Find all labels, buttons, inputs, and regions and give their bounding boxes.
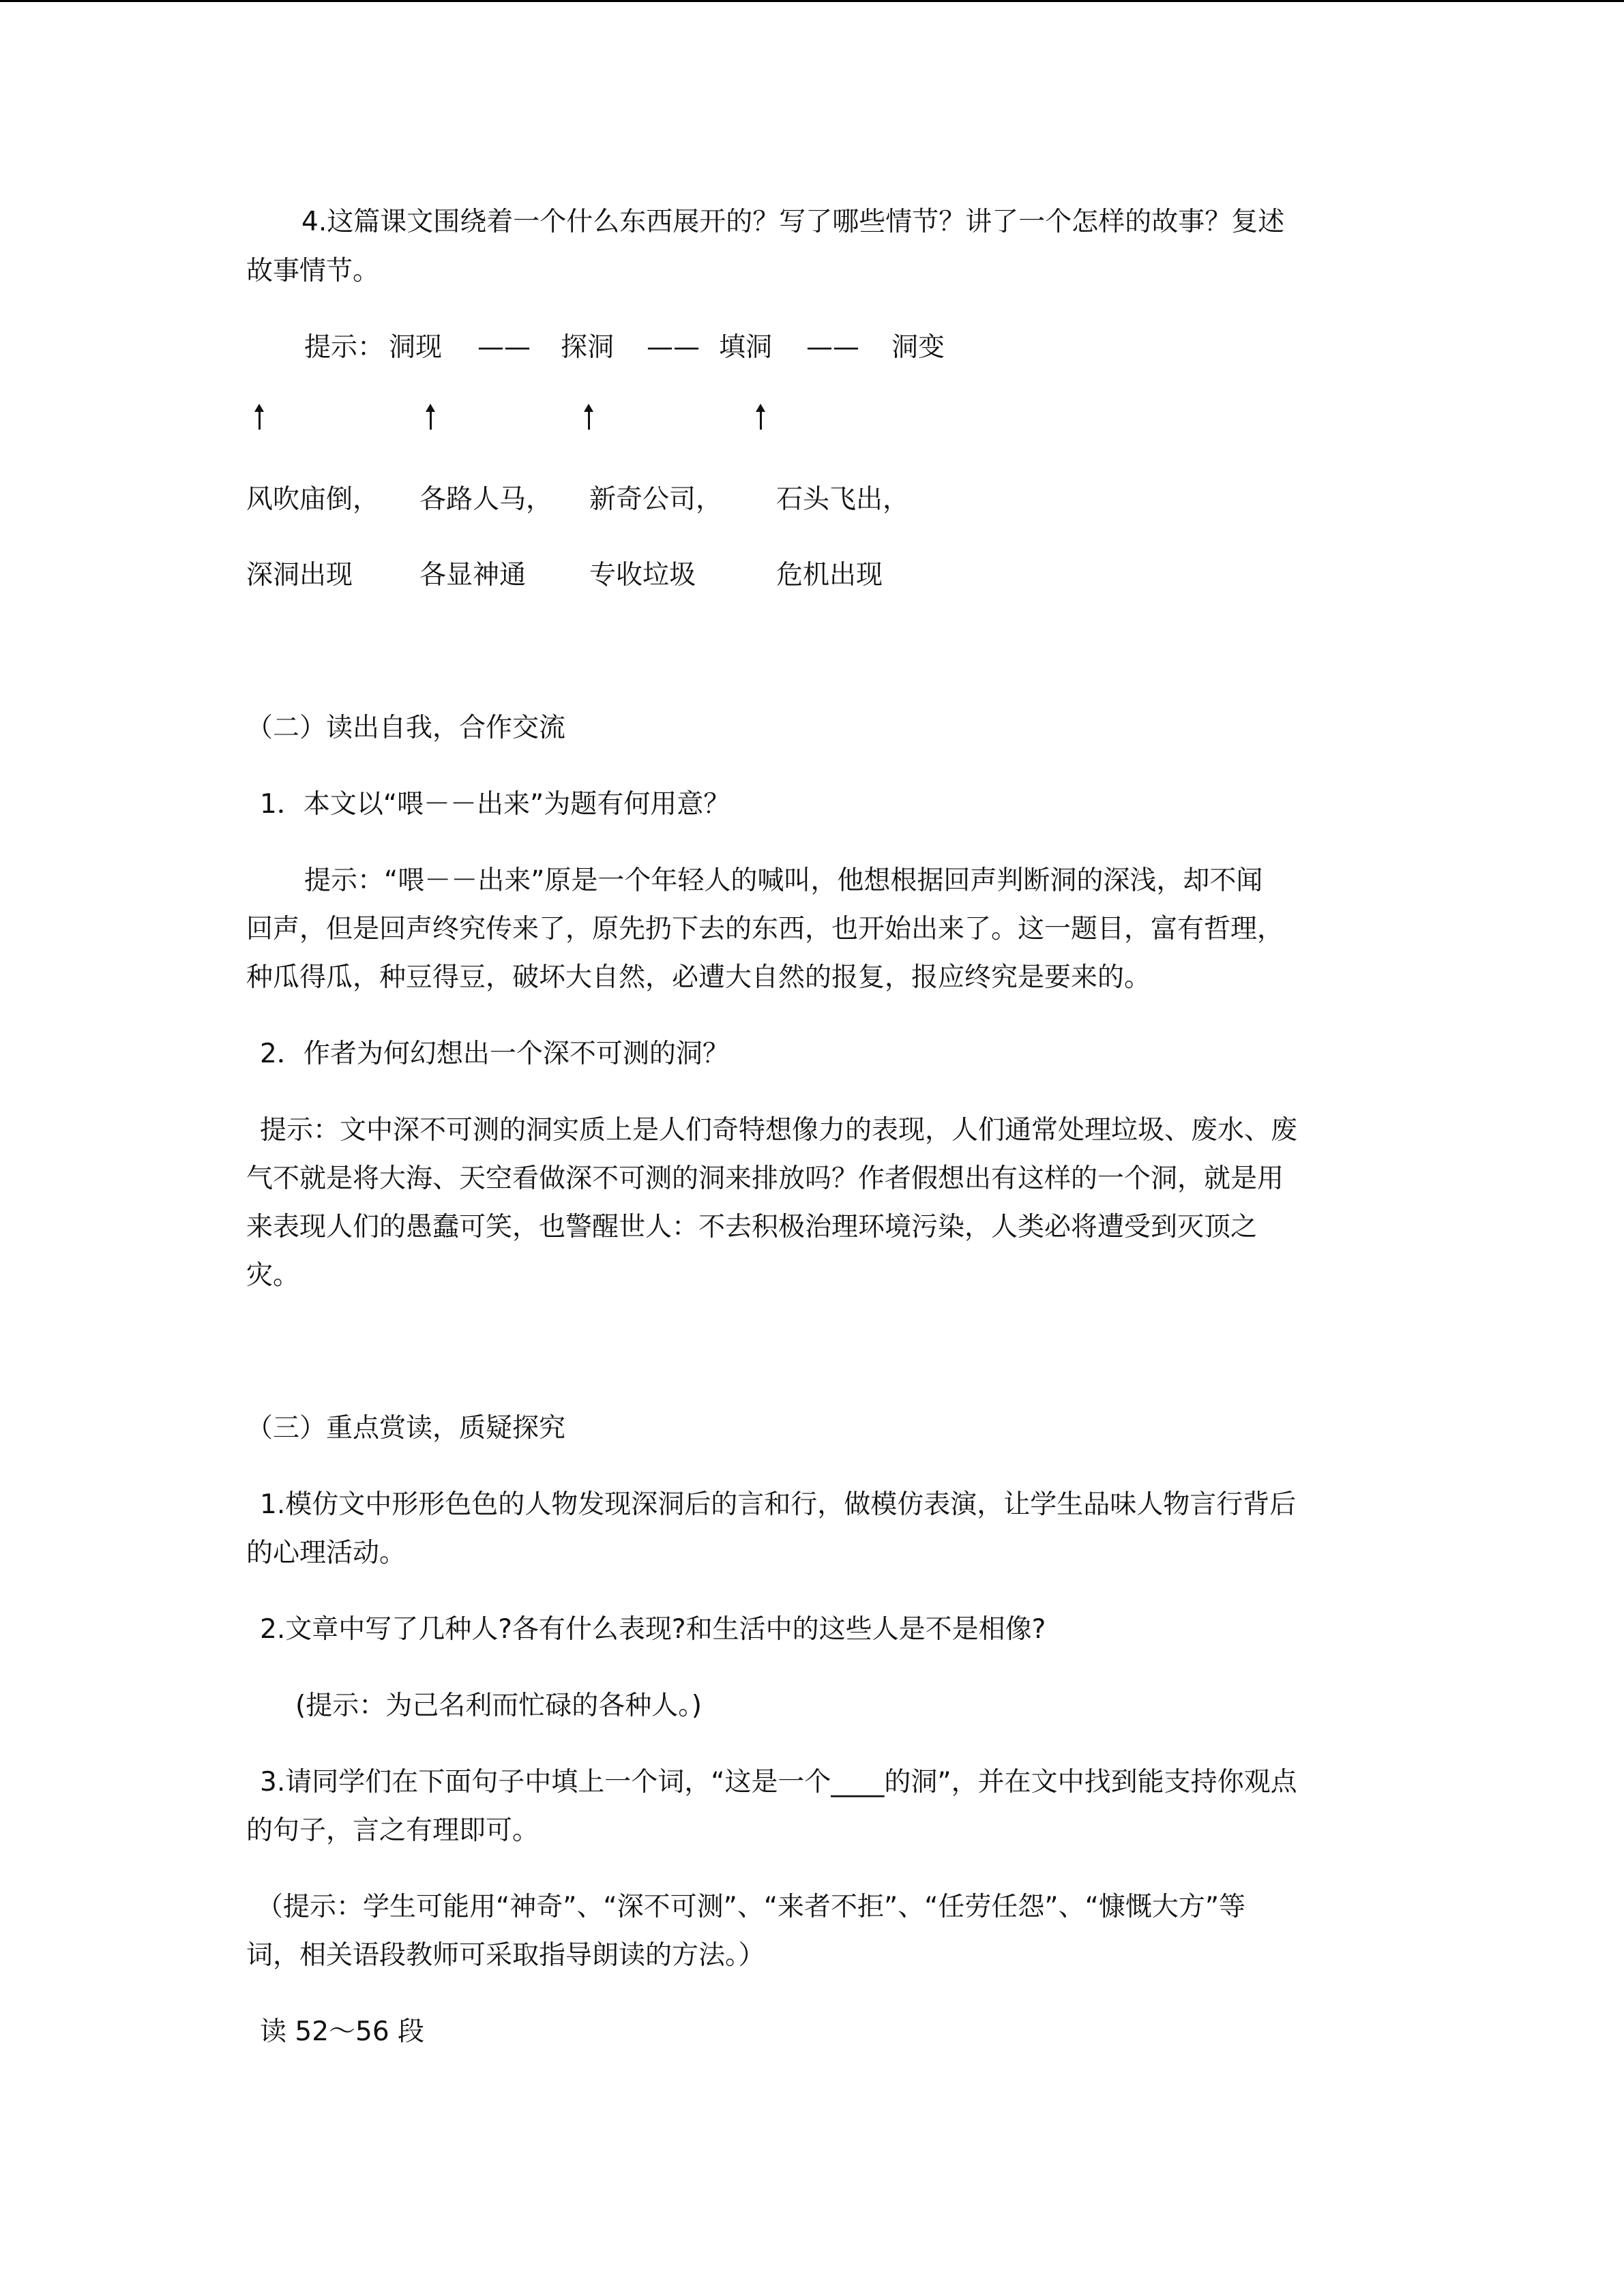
answer-line: 来表现人们的愚蠢可笑，也警醒世人：不去积极治理环境污染，人类必将遭受到灭顶之 [246,1212,1258,1242]
hint-line: 词，相关语段教师可采取指导朗读的方法。） [246,1940,765,1971]
plot-top-item: 各路人马， [419,484,553,515]
question-line: 1.模仿文中形形色色的人物发现深洞后的言和行，做模仿表演，让学生品味人物言行背后 [260,1489,1297,1520]
question-line: 3.请同学们在下面句子中填上一个词，“这是一个____的洞”，并在文中找到能支持你观点 [260,1767,1297,1798]
up-arrow-icon [588,411,590,430]
question-line: 的心理活动。 [246,1538,407,1568]
question: 2．作者为何幻想出一个深不可测的洞？ [260,1039,729,1069]
section-heading: （二）读出自我，合作交流 [246,713,566,743]
answer-line: 气不就是将大海、天空看做深不可测的洞来排放吗？作者假想出有这样的一个洞，就是用 [246,1163,1284,1194]
reading-instruction: 读 52～56 段 [260,2016,425,2047]
q4-line-2: 故事情节。 [246,256,380,286]
plot-bottom-item: 各显神通 [419,560,527,591]
answer-line: 提示：“喂－－出来”原是一个年轻人的喊叫，他想根据回声判断洞的深浅，却不闻 [304,865,1263,896]
answer-line: 回声，但是回声终究传来了，原先扔下去的东西，也开始出来了。这一题目，富有哲理， [246,914,1284,944]
stage-label: 探洞 [561,332,615,363]
hint-line: （提示：学生可能用“神奇”、“深不可测”、“来者不拒”、“任劳任怨”、“慷慨大方”等 [256,1892,1246,1922]
stage-label: 洞变 [891,332,945,363]
stage-label: 洞现 [389,332,443,363]
question: 2.文章中写了几种人?各有什么表现?和生活中的这些人是不是相像? [260,1614,1046,1645]
hint-label: 提示： [304,332,385,363]
plot-bottom-item: 危机出现 [776,560,883,591]
q4-line-1: 4.这篇课文围绕着一个什么东西展开的？写了哪些情节？讲了一个怎样的故事？复述 [301,207,1285,237]
up-arrow-icon [430,411,432,430]
page-top-border [0,0,1624,2]
stage-label: 填洞 [719,332,773,363]
answer-line: 种瓜得瓜，种豆得豆，破坏大自然，必遭大自然的报复，报应终究是要来的。 [246,962,1151,993]
up-arrow-icon [760,411,762,430]
question-line: 的句子，言之有理即可。 [246,1815,540,1846]
hint: (提示：为己名利而忙碌的各种人。) [295,1690,702,1721]
stage-dash: —— [806,332,859,363]
plot-bottom-item: 专收垃圾 [589,560,696,591]
stage-dash: —— [647,332,700,363]
plot-top-item: 石头飞出， [776,484,910,515]
plot-top-item: 新奇公司， [589,484,723,515]
stage-dash: —— [477,332,531,363]
question: 1．本文以“喂－－出来”为题有何用意？ [260,789,730,820]
answer-line: 提示：文中深不可测的洞实质上是人们奇特想像力的表现，人们通常处理垃圾、废水、废 [260,1115,1298,1146]
answer-line: 灾。 [246,1260,300,1291]
section-heading: （三）重点赏读，质疑探究 [246,1413,566,1444]
plot-bottom-item: 深洞出现 [246,560,353,591]
plot-top-item: 风吹庙倒， [246,484,380,515]
up-arrow-icon [259,411,261,430]
